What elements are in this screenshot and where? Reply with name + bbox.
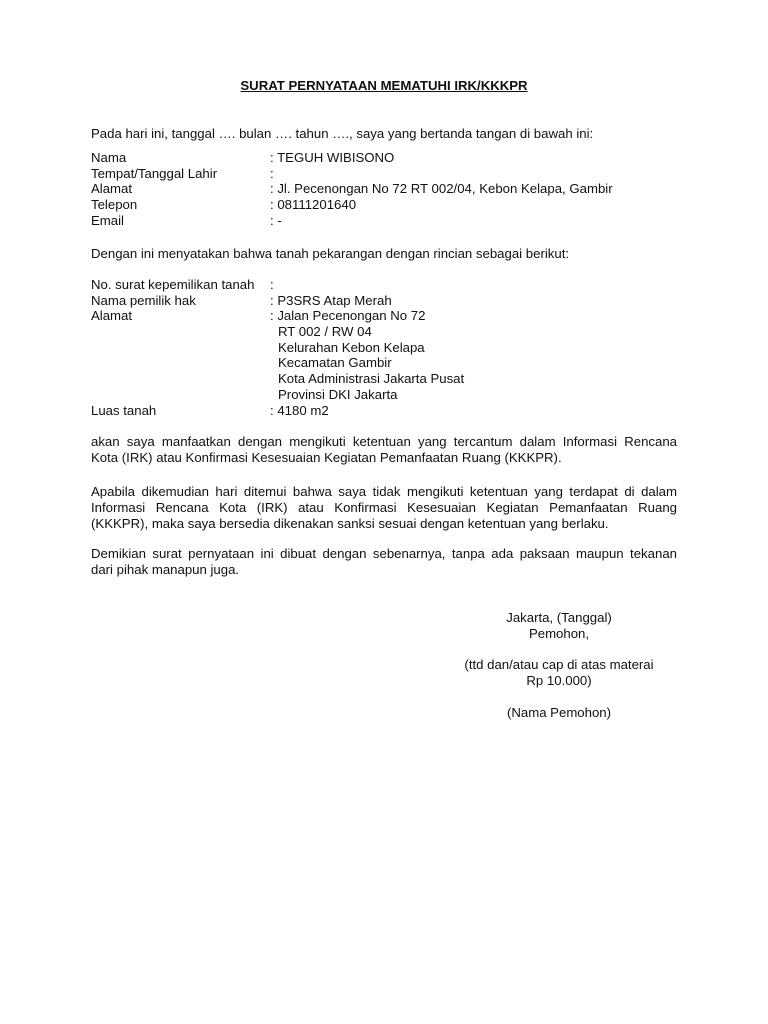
paragraph-sanction — [91, 484, 677, 532]
land-value: Kecamatan Gambir — [278, 355, 392, 371]
land-label: Alamat — [91, 308, 133, 324]
identity-row-alamat — [91, 181, 691, 197]
identity-row-ttl — [91, 166, 691, 182]
identity-value: : TEGUH WIBISONO — [270, 150, 395, 165]
land-value: : P3SRS Atap Merah — [270, 292, 392, 308]
paragraph-line: (KKKPR), maka saya bersedia dikenakan sanksi sesuai dengan ketentuan yang berlaku. — [91, 516, 609, 531]
signature-role: Pemohon, — [528, 626, 590, 641]
land-value: Kelurahan Kebon Kelapa — [278, 339, 425, 355]
identity-label: Nama — [91, 150, 127, 165]
signature-name: (Nama Pemohon) — [506, 705, 612, 720]
land-label: Nama pemilik hak — [91, 292, 196, 308]
signature-ttd-line: (ttd dan/atau cap di atas materai — [464, 657, 654, 672]
land-row-no-surat — [91, 277, 691, 293]
paragraph-closing — [91, 546, 677, 578]
identity-block — [91, 150, 691, 228]
land-value: : 4180 m2 — [270, 402, 329, 418]
land-row-alamat — [91, 308, 691, 324]
land-row-pemilik — [91, 293, 691, 309]
identity-value: : - — [270, 212, 282, 228]
paragraph-line: dari pihak manapun juga. — [91, 562, 240, 577]
land-label: No. surat kepemilikan tanah — [91, 277, 255, 292]
identity-value: : 08111201640 — [270, 197, 357, 213]
identity-label: Telepon — [91, 197, 138, 213]
land-label: Luas tanah — [91, 402, 157, 418]
land-row-luas — [91, 403, 691, 419]
land-row-alamat-cont — [91, 371, 691, 387]
signature-block — [400, 610, 718, 642]
identity-value: : — [270, 165, 274, 181]
statement-text: Dengan ini menyatakan bahwa tanah pekarangan dengan rincian sebagai berikut: — [91, 246, 570, 261]
identity-row-nama — [91, 150, 691, 166]
identity-label: Email — [91, 212, 124, 228]
signature-ttd-line: Rp 10.000) — [526, 673, 592, 688]
land-row-alamat-cont — [91, 324, 691, 340]
paragraph-line: akan saya manfaatkan dengan mengikuti ketentuan yang tercantum dalam Informasi Rencana — [91, 434, 677, 449]
land-value: Provinsi DKI Jakarta — [278, 386, 398, 402]
paragraph-line: Demikian surat pernyataan ini dibuat dengan sebenarnya, tanpa ada paksaan maupun tekanan — [91, 546, 677, 561]
identity-row-email — [91, 213, 691, 229]
intro-text: Pada hari ini, tanggal …. bulan …. tahun …., saya yang bertanda tangan di bawah ini: — [91, 126, 594, 141]
signature-place-date: Jakarta, (Tanggal) — [506, 610, 612, 625]
paragraph-line: Kota (IRK) atau Konfirmasi Kesesuaian Kegiatan Pemanfaatan Ruang (KKKPR). — [91, 450, 562, 465]
identity-row-telepon — [91, 197, 691, 213]
identity-value: : Jl. Pecenongan No 72 RT 002/04, Kebon Kelapa, Gambir — [270, 181, 613, 197]
land-value: : Jalan Pecenongan No 72 — [270, 308, 426, 324]
land-row-alamat-cont — [91, 340, 691, 356]
land-block — [91, 277, 691, 418]
land-value: RT 002 / RW 04 — [278, 324, 372, 340]
signature-name-block — [400, 705, 718, 721]
paragraph-usage — [91, 434, 677, 466]
land-value: Kota Administrasi Jakarta Pusat — [278, 371, 465, 387]
identity-label: Alamat — [91, 181, 133, 197]
land-value: : — [270, 277, 274, 292]
land-row-alamat-cont — [91, 355, 691, 371]
land-row-alamat-cont — [91, 387, 691, 403]
signature-stamp-note — [400, 657, 718, 689]
document-title: SURAT PERNYATAAN MEMATUHI IRK/KKKPR — [240, 78, 528, 93]
identity-label: Tempat/Tanggal Lahir — [91, 165, 218, 181]
paragraph-line: Informasi Rencana Kota (IRK) atau Konfirmasi Kesesuaian Kegiatan Pemanfaatan Ruang — [91, 500, 677, 515]
paragraph-line: Apabila dikemudian hari ditemui bahwa saya tidak mengikuti ketentuan yang terdapat di dalam — [91, 484, 677, 499]
